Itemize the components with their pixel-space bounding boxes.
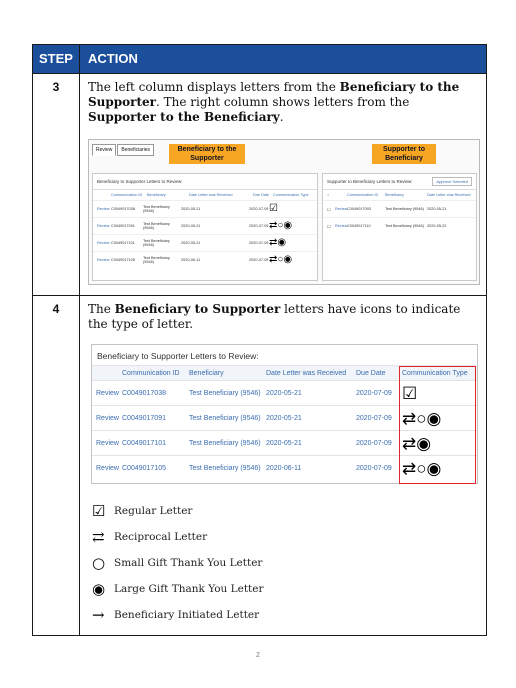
review-page-screenshot	[88, 139, 480, 285]
letters-review-screenshot	[91, 344, 478, 484]
sort-date-received[interactable]: Date Letter was Received	[266, 369, 347, 377]
right-panel	[322, 173, 477, 281]
review-link[interactable]: Review	[97, 207, 110, 211]
legend-item: → Beneficiary Initiated Letter	[92, 605, 260, 624]
table-row: Review C0049017091 Test Beneficiary (9546) 2020-05-21 2020-07-09 ⇄○◉	[92, 405, 477, 430]
table-row: Review C0049017101 Test Beneficiary (9546) 2020-05-21 2020-07-09 ⇄◉	[92, 430, 477, 455]
step-3-row	[33, 73, 486, 295]
legend-item: ◉ Large Gift Thank You Letter	[92, 579, 264, 598]
right-arrow-icon: →	[92, 605, 105, 624]
legend-item: ○ Small Gift Thank You Letter	[92, 553, 263, 572]
row-checkbox[interactable]: ☐	[327, 224, 331, 229]
action-column-header: ACTION	[88, 51, 138, 66]
communication-type-icons: ⇄○◉	[269, 254, 293, 265]
exchange-arrows-icon: ⇄	[92, 527, 105, 546]
legend-item: ☑ Regular Letter	[92, 501, 193, 520]
communication-type-icons: ☑	[269, 203, 278, 214]
table-row: Review C0049017101 Test Beneficiary (9546) 2020-05-21 2020-07-09 ⇄◉	[93, 234, 317, 251]
tab-beneficiaries[interactable]: Beneficiaries	[117, 144, 154, 156]
review-link[interactable]: Review	[97, 224, 110, 228]
review-link[interactable]: Review	[97, 258, 110, 262]
step-number: 3	[52, 80, 60, 94]
table-row: Review C0049017105 Test Beneficiary (9546) 2020-06-11 2020-07-09 ⇄○◉	[93, 251, 317, 268]
filled-circle-icon: ◉	[92, 579, 106, 598]
table-row: Review C0049017038 Test Beneficiary (9546) 2020-05-21 2020-07-09 ☑	[93, 200, 317, 217]
right-panel-title: Supporter to Beneficiary Letters to Review:	[323, 174, 476, 190]
communication-type-icons: ☑	[402, 383, 418, 403]
legend-item: ⇄ Reciprocal Letter	[92, 527, 208, 546]
page-number: 2	[256, 652, 260, 659]
right-panel-header: ○ Communication ID Beneficiary Date Letter was Received	[327, 193, 471, 197]
communication-type-icons: ⇄◉	[402, 433, 432, 453]
left-panel	[92, 173, 318, 281]
step-number: 4	[52, 302, 60, 316]
step-4-row	[33, 295, 486, 635]
table-row: Review C0049017091 Test Beneficiary (9546) 2020-05-21 2020-07-09 ⇄○◉	[93, 217, 317, 234]
instruction-table	[32, 44, 487, 636]
approve-selected-button[interactable]: Approve Selected	[432, 177, 472, 186]
step-3-description: The left column displays letters from the Beneficiary to the Supporter. The right column shows letters from the Supporter to the Beneficiary.	[88, 80, 460, 124]
left-panel-title: Beneficiary to Supporter Letters to Review:	[93, 174, 317, 190]
communication-type-highlight	[399, 366, 476, 484]
review-link[interactable]: Review	[335, 224, 348, 228]
step-column-header: STEP	[33, 45, 80, 73]
left-panel-header: Communication ID Beneficiary Date Letter was Received Due Date Communication Type	[111, 193, 309, 197]
table-row: Review C0049017038 Test Beneficiary (9546) 2020-05-21 2020-07-09 ☑	[92, 380, 477, 405]
review-link[interactable]: Review	[96, 439, 119, 447]
letters-table-header: Communication ID Beneficiary Date Letter was Received Due Date Communication Type	[92, 365, 477, 380]
callout-beneficiary-to-supporter: Beneficiary to the Supporter	[169, 144, 245, 164]
checkbox-icon: ☑	[92, 501, 106, 520]
table-header	[33, 45, 486, 73]
review-link[interactable]: Review	[335, 207, 348, 211]
communication-type-icons: ⇄○◉	[402, 408, 442, 428]
icon-legend	[92, 498, 486, 628]
review-link[interactable]: Review	[96, 389, 119, 397]
table-row: ☐ Review C0049017110 Test Beneficiary (9546) 2020-05-22	[323, 217, 476, 234]
table-row: Review C0049017105 Test Beneficiary (9546) 2020-06-11 2020-07-09 ⇄○◉	[92, 455, 477, 480]
tab-review[interactable]: Review	[92, 144, 116, 156]
communication-type-icons: ⇄○◉	[402, 458, 442, 478]
review-link[interactable]: Review	[96, 464, 119, 472]
review-link[interactable]: Review	[97, 241, 110, 245]
communication-type-icons: ⇄○◉	[269, 220, 293, 231]
row-checkbox[interactable]: ☐	[327, 207, 331, 212]
letters-table-title: Beneficiary to Supporter Letters to Review:	[97, 351, 259, 361]
review-link[interactable]: Review	[96, 414, 119, 422]
step-4-description: The Beneficiary to Supporter letters have icons to indicate the type of letter.	[88, 302, 461, 331]
empty-circle-icon: ○	[92, 553, 106, 572]
table-row: ☐ Review C0049017093 Test Beneficiary (9546) 2020-05-21	[323, 200, 476, 217]
callout-supporter-to-beneficiary: Supporter to Beneficiary	[372, 144, 436, 164]
communication-type-icons: ⇄◉	[269, 237, 287, 248]
